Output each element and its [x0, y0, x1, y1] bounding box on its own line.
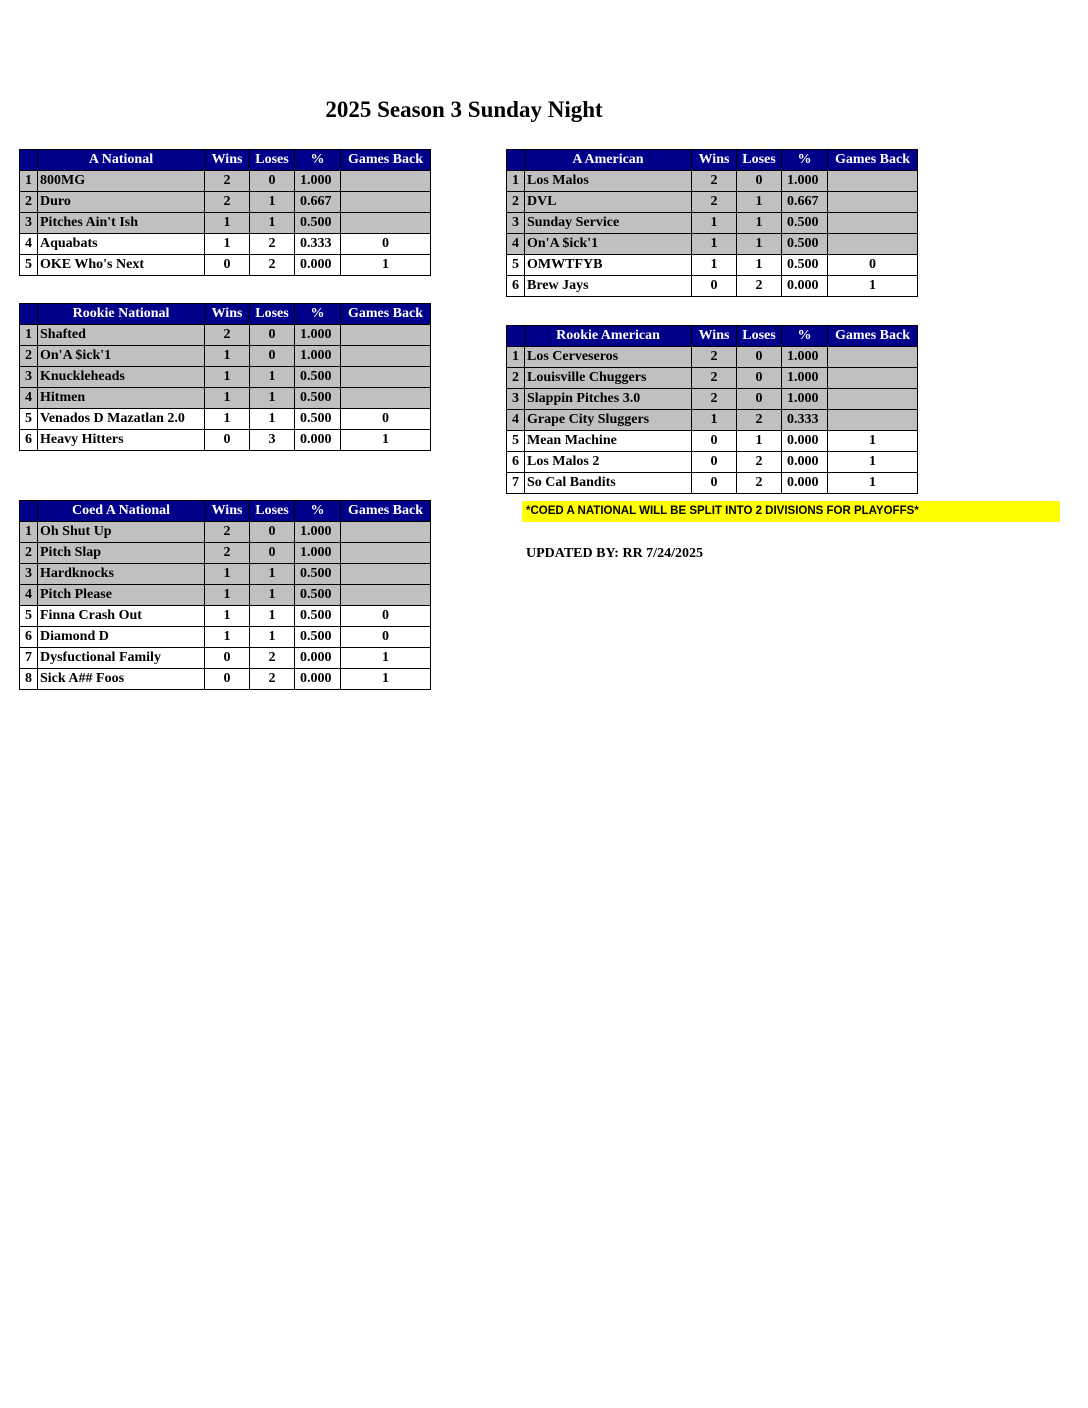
pct-cell: 0.000	[295, 669, 341, 690]
division-name: A American	[525, 150, 692, 171]
wins-cell: 0	[205, 648, 250, 669]
rank-header	[20, 501, 38, 522]
loses-cell: 2	[250, 648, 295, 669]
wins-cell: 1	[205, 388, 250, 409]
loses-cell: 0	[737, 389, 782, 410]
games-back-cell: 1	[828, 452, 918, 473]
updated-by-text: UPDATED BY: RR 7/24/2025	[526, 546, 703, 561]
division-name: Coed A National	[38, 501, 205, 522]
rank-cell: 8	[20, 669, 38, 690]
pct-cell: 0.333	[782, 410, 828, 431]
rank-cell: 1	[20, 522, 38, 543]
wins-cell: 2	[205, 543, 250, 564]
rank-cell: 1	[507, 171, 525, 192]
pct-cell: 0.500	[295, 213, 341, 234]
pct-cell: 0.500	[782, 213, 828, 234]
games-back-cell	[828, 213, 918, 234]
games-back-cell	[341, 213, 431, 234]
rank-header	[507, 326, 525, 347]
loses-cell: 2	[737, 452, 782, 473]
pct-cell: 0.000	[782, 431, 828, 452]
loses-cell: 1	[250, 409, 295, 430]
rank-cell: 5	[507, 255, 525, 276]
wins-cell: 1	[692, 410, 737, 431]
team-name-cell: Oh Shut Up	[38, 522, 205, 543]
team-name-cell: Finna Crash Out	[38, 606, 205, 627]
team-name-cell: Pitch Please	[38, 585, 205, 606]
wins-cell: 2	[692, 171, 737, 192]
loses-cell: 1	[250, 585, 295, 606]
rank-cell: 5	[20, 606, 38, 627]
loses-cell: 0	[250, 325, 295, 346]
a-american-standings-table	[506, 149, 918, 297]
team-name-cell: So Cal Bandits	[525, 473, 692, 494]
coed-a-national-standings-table	[19, 500, 431, 690]
table-row	[507, 171, 918, 192]
wins-cell: 0	[692, 431, 737, 452]
rank-cell: 5	[507, 431, 525, 452]
division-name: Rookie American	[525, 326, 692, 347]
loses-cell: 2	[737, 473, 782, 494]
pct-cell: 0.500	[782, 234, 828, 255]
games-back-cell	[828, 171, 918, 192]
loses-cell: 1	[737, 234, 782, 255]
loses-cell: 1	[737, 431, 782, 452]
rank-cell: 7	[20, 648, 38, 669]
rank-header	[507, 150, 525, 171]
loses-cell: 1	[250, 367, 295, 388]
table-row	[507, 347, 918, 368]
rank-cell: 7	[507, 473, 525, 494]
games-back-cell: 0	[341, 627, 431, 648]
table-header-row	[507, 150, 918, 171]
wins-cell: 0	[205, 255, 250, 276]
pct-cell: 1.000	[295, 522, 341, 543]
loses-cell: 0	[250, 522, 295, 543]
table-row	[20, 648, 431, 669]
loses-cell: 2	[250, 669, 295, 690]
rank-cell: 3	[20, 367, 38, 388]
division-name: A National	[38, 150, 205, 171]
pct-cell: 0.500	[295, 409, 341, 430]
team-name-cell: DVL	[525, 192, 692, 213]
pct-header: %	[295, 304, 341, 325]
team-name-cell: OMWTFYB	[525, 255, 692, 276]
wins-cell: 1	[205, 585, 250, 606]
loses-header: Loses	[250, 304, 295, 325]
games-back-cell	[341, 585, 431, 606]
rank-cell: 5	[20, 409, 38, 430]
games-back-cell: 0	[341, 409, 431, 430]
games-back-header: Games Back	[341, 501, 431, 522]
loses-cell: 1	[250, 213, 295, 234]
loses-cell: 1	[737, 255, 782, 276]
rank-header	[20, 150, 38, 171]
games-back-cell	[341, 171, 431, 192]
pct-header: %	[782, 326, 828, 347]
loses-cell: 0	[250, 543, 295, 564]
team-name-cell: 800MG	[38, 171, 205, 192]
team-name-cell: Mean Machine	[525, 431, 692, 452]
wins-cell: 1	[205, 409, 250, 430]
team-name-cell: Duro	[38, 192, 205, 213]
a-national-standings-table	[19, 149, 431, 276]
team-name-cell: Sunday Service	[525, 213, 692, 234]
rank-cell: 6	[20, 430, 38, 451]
games-back-cell: 1	[828, 431, 918, 452]
rank-cell: 1	[507, 347, 525, 368]
team-name-cell: Aquabats	[38, 234, 205, 255]
wins-cell: 1	[692, 213, 737, 234]
games-back-cell: 1	[828, 276, 918, 297]
table-row	[507, 431, 918, 452]
wins-cell: 2	[692, 368, 737, 389]
table-header-row	[20, 150, 431, 171]
table-row	[507, 255, 918, 276]
wins-cell: 2	[205, 325, 250, 346]
games-back-cell	[341, 346, 431, 367]
games-back-cell	[828, 389, 918, 410]
games-back-cell	[828, 410, 918, 431]
pct-cell: 1.000	[782, 368, 828, 389]
table-row	[507, 192, 918, 213]
wins-cell: 1	[692, 234, 737, 255]
games-back-cell	[828, 347, 918, 368]
loses-cell: 0	[737, 171, 782, 192]
games-back-cell	[828, 234, 918, 255]
team-name-cell: On'A $ick'1	[38, 346, 205, 367]
wins-cell: 2	[205, 192, 250, 213]
wins-cell: 1	[205, 627, 250, 648]
loses-header: Loses	[737, 326, 782, 347]
rank-cell: 3	[20, 213, 38, 234]
pct-cell: 0.500	[295, 367, 341, 388]
table-row	[20, 564, 431, 585]
pct-cell: 0.500	[782, 255, 828, 276]
team-name-cell: Slappin Pitches 3.0	[525, 389, 692, 410]
games-back-cell	[828, 192, 918, 213]
pct-cell: 0.000	[782, 473, 828, 494]
loses-cell: 1	[250, 606, 295, 627]
table-header-row	[507, 326, 918, 347]
loses-header: Loses	[250, 150, 295, 171]
team-name-cell: Los Malos	[525, 171, 692, 192]
loses-cell: 0	[250, 346, 295, 367]
rank-cell: 5	[20, 255, 38, 276]
team-name-cell: On'A $ick'1	[525, 234, 692, 255]
team-name-cell: Heavy Hitters	[38, 430, 205, 451]
table-row	[507, 234, 918, 255]
rank-cell: 4	[20, 234, 38, 255]
table-row	[20, 367, 431, 388]
wins-header: Wins	[205, 150, 250, 171]
pct-cell: 1.000	[295, 171, 341, 192]
wins-cell: 1	[205, 606, 250, 627]
table-row	[20, 669, 431, 690]
pct-cell: 1.000	[782, 389, 828, 410]
team-name-cell: Brew Jays	[525, 276, 692, 297]
loses-cell: 3	[250, 430, 295, 451]
team-name-cell: Los Malos 2	[525, 452, 692, 473]
table-row	[20, 388, 431, 409]
team-name-cell: Hardknocks	[38, 564, 205, 585]
pct-cell: 0.000	[295, 648, 341, 669]
table-row	[20, 522, 431, 543]
games-back-cell: 1	[828, 473, 918, 494]
games-back-cell	[341, 564, 431, 585]
pct-cell: 0.500	[295, 585, 341, 606]
loses-header: Loses	[250, 501, 295, 522]
table-row	[20, 606, 431, 627]
wins-cell: 2	[205, 171, 250, 192]
games-back-cell	[341, 367, 431, 388]
rank-cell: 2	[20, 192, 38, 213]
table-header-row	[20, 501, 431, 522]
rank-cell: 2	[20, 346, 38, 367]
team-name-cell: Grape City Sluggers	[525, 410, 692, 431]
table-row	[507, 276, 918, 297]
games-back-cell	[341, 543, 431, 564]
loses-cell: 1	[250, 388, 295, 409]
table-row	[20, 213, 431, 234]
team-name-cell: Los Cerveseros	[525, 347, 692, 368]
rank-cell: 3	[507, 213, 525, 234]
games-back-cell: 1	[341, 648, 431, 669]
wins-cell: 0	[205, 430, 250, 451]
team-name-cell: Venados D Mazatlan 2.0	[38, 409, 205, 430]
games-back-cell: 1	[341, 255, 431, 276]
team-name-cell: Knuckleheads	[38, 367, 205, 388]
games-back-header: Games Back	[341, 304, 431, 325]
pct-cell: 1.000	[782, 347, 828, 368]
loses-cell: 2	[250, 255, 295, 276]
games-back-cell	[341, 522, 431, 543]
table-row	[507, 452, 918, 473]
pct-cell: 0.500	[295, 627, 341, 648]
playoff-note: *COED A NATIONAL WILL BE SPLIT INTO 2 DIVISIONS FOR PLAYOFFS*	[522, 501, 1060, 522]
games-back-cell: 0	[828, 255, 918, 276]
table-row	[20, 543, 431, 564]
wins-header: Wins	[692, 150, 737, 171]
wins-header: Wins	[205, 304, 250, 325]
table-row	[20, 409, 431, 430]
page-title: 2025 Season 3 Sunday Night	[325, 97, 603, 122]
rank-header	[20, 304, 38, 325]
table-row	[507, 368, 918, 389]
rank-cell: 4	[20, 388, 38, 409]
table-row	[20, 325, 431, 346]
games-back-header: Games Back	[828, 326, 918, 347]
table-row	[20, 192, 431, 213]
team-name-cell: OKE Who's Next	[38, 255, 205, 276]
games-back-cell: 0	[341, 606, 431, 627]
table-row	[20, 430, 431, 451]
team-name-cell: Sick A## Foos	[38, 669, 205, 690]
wins-cell: 1	[205, 367, 250, 388]
pct-cell: 1.000	[295, 543, 341, 564]
wins-cell: 1	[205, 213, 250, 234]
rank-cell: 3	[20, 564, 38, 585]
pct-cell: 0.500	[295, 606, 341, 627]
games-back-cell: 1	[341, 669, 431, 690]
loses-cell: 2	[250, 234, 295, 255]
loses-cell: 1	[737, 192, 782, 213]
team-name-cell: Shafted	[38, 325, 205, 346]
rank-cell: 6	[507, 276, 525, 297]
pct-header: %	[782, 150, 828, 171]
pct-cell: 0.333	[295, 234, 341, 255]
wins-cell: 2	[692, 192, 737, 213]
table-row	[20, 171, 431, 192]
pct-cell: 0.500	[295, 388, 341, 409]
games-back-header: Games Back	[828, 150, 918, 171]
loses-cell: 2	[737, 410, 782, 431]
rank-cell: 4	[20, 585, 38, 606]
pct-header: %	[295, 150, 341, 171]
wins-cell: 2	[692, 347, 737, 368]
loses-cell: 0	[250, 171, 295, 192]
wins-header: Wins	[692, 326, 737, 347]
table-row	[20, 346, 431, 367]
games-back-cell	[341, 388, 431, 409]
rank-cell: 4	[507, 410, 525, 431]
rank-cell: 2	[507, 192, 525, 213]
team-name-cell: Louisville Chuggers	[525, 368, 692, 389]
pct-header: %	[295, 501, 341, 522]
games-back-cell	[341, 192, 431, 213]
pct-cell: 1.000	[782, 171, 828, 192]
loses-cell: 1	[250, 564, 295, 585]
games-back-cell	[828, 368, 918, 389]
loses-cell: 0	[737, 368, 782, 389]
wins-cell: 1	[205, 234, 250, 255]
games-back-cell: 1	[341, 430, 431, 451]
games-back-cell: 0	[341, 234, 431, 255]
table-row	[507, 213, 918, 234]
rank-cell: 2	[507, 368, 525, 389]
pct-cell: 1.000	[295, 325, 341, 346]
table-row	[507, 389, 918, 410]
team-name-cell: Pitches Ain't Ish	[38, 213, 205, 234]
pct-cell: 0.667	[782, 192, 828, 213]
table-row	[20, 255, 431, 276]
wins-cell: 0	[692, 473, 737, 494]
wins-cell: 0	[205, 669, 250, 690]
loses-cell: 1	[737, 213, 782, 234]
loses-header: Loses	[737, 150, 782, 171]
pct-cell: 0.500	[295, 564, 341, 585]
rookie-american-standings-table	[506, 325, 918, 494]
table-row	[20, 627, 431, 648]
rank-cell: 2	[20, 543, 38, 564]
rank-cell: 4	[507, 234, 525, 255]
loses-cell: 1	[250, 627, 295, 648]
pct-cell: 0.000	[782, 452, 828, 473]
team-name-cell: Pitch Slap	[38, 543, 205, 564]
wins-header: Wins	[205, 501, 250, 522]
rank-cell: 6	[507, 452, 525, 473]
rank-cell: 1	[20, 325, 38, 346]
wins-cell: 2	[692, 389, 737, 410]
division-name: Rookie National	[38, 304, 205, 325]
table-header-row	[20, 304, 431, 325]
pct-cell: 0.000	[295, 255, 341, 276]
table-row	[507, 473, 918, 494]
rookie-national-standings-table	[19, 303, 431, 451]
games-back-cell	[341, 325, 431, 346]
wins-cell: 0	[692, 276, 737, 297]
table-row	[20, 234, 431, 255]
pct-cell: 0.000	[295, 430, 341, 451]
table-row	[20, 585, 431, 606]
team-name-cell: Diamond D	[38, 627, 205, 648]
wins-cell: 1	[692, 255, 737, 276]
wins-cell: 2	[205, 522, 250, 543]
pct-cell: 0.667	[295, 192, 341, 213]
rank-cell: 3	[507, 389, 525, 410]
loses-cell: 1	[250, 192, 295, 213]
table-row	[507, 410, 918, 431]
loses-cell: 2	[737, 276, 782, 297]
wins-cell: 1	[205, 346, 250, 367]
rank-cell: 6	[20, 627, 38, 648]
team-name-cell: Hitmen	[38, 388, 205, 409]
pct-cell: 1.000	[295, 346, 341, 367]
team-name-cell: Dysfuctional Family	[38, 648, 205, 669]
games-back-header: Games Back	[341, 150, 431, 171]
wins-cell: 1	[205, 564, 250, 585]
wins-cell: 0	[692, 452, 737, 473]
rank-cell: 1	[20, 171, 38, 192]
pct-cell: 0.000	[782, 276, 828, 297]
loses-cell: 0	[737, 347, 782, 368]
